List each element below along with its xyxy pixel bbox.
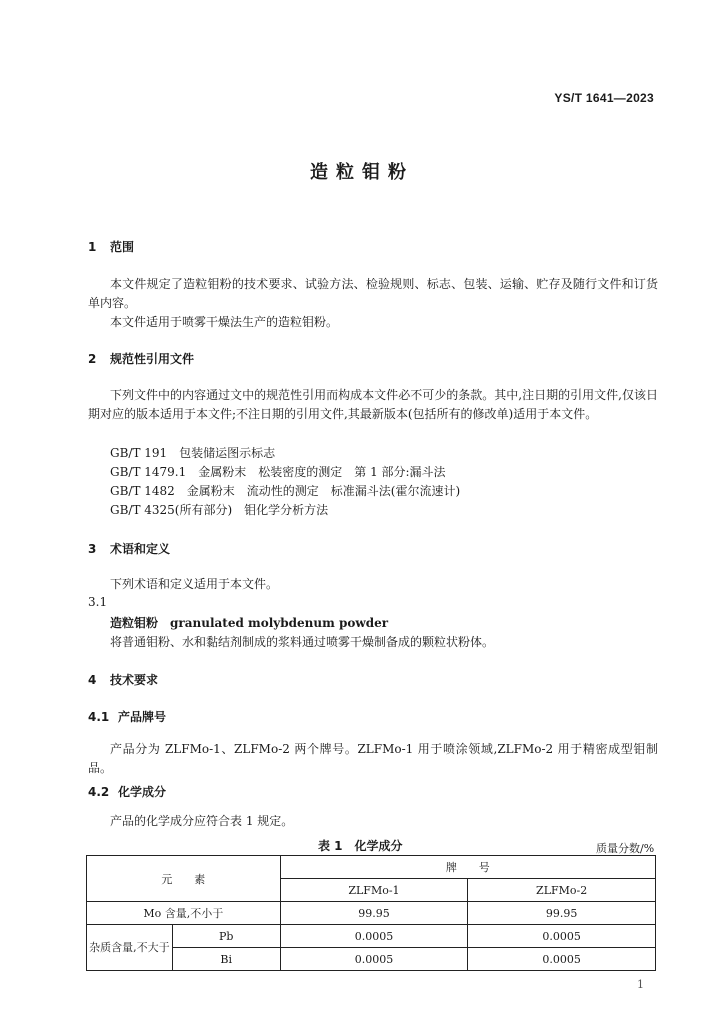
scope-paragraph: 本文件规定了造粒钼粉的技术要求、试验方法、检验规则、标志、包装、运输、贮存及随行文件和订货单内容。 [88,277,658,310]
table-cell: 99.95 [280,902,468,925]
subsection-title: 化学成分 [118,785,167,799]
table-cell: 0.0005 [280,925,468,948]
term-entry: 造粒钼粉 granulated molybdenum powder [110,616,389,630]
header-grade: 牌 号 [280,856,655,879]
term-definition: 将普通钼粉、水和黏结剂制成的浆料通过喷雾干燥制备成的颗粒状粉体。 [110,635,495,649]
table-cell: 0.0005 [468,948,656,971]
product-grades-paragraph: 产品分为 ZLFMo-1、ZLFMo-2 两个牌号。ZLFMo-1 用于喷涂领域,ZLFMo-2 用于精密成型钼制品。 [88,742,658,775]
table-cell: 0.0005 [280,948,468,971]
scope-applicability-paragraph: 本文件适用于喷雾干燥法生产的造粒钼粉。 [110,315,339,329]
section-title: 术语和定义 [110,542,171,556]
section-2-heading [88,350,194,367]
reference-item: GB/T 1482 金属粉末 流动性的测定 标准漏斗法(霍尔流速计) [110,484,461,498]
element-cell: Pb [172,925,280,948]
table-row [87,902,656,925]
page-number: 1 [637,978,644,991]
section-1-heading [88,238,134,255]
impurity-label: 杂质含量,不大于 [87,925,173,971]
element-cell: Bi [172,948,280,971]
subsection-title: 产品牌号 [118,710,167,724]
grade-cell: ZLFMo-1 [280,879,468,902]
chemical-composition-paragraph: 产品的化学成分应符合表 1 规定。 [110,814,294,828]
subsection-number: 4.2 [88,785,110,799]
table-caption: 表 1 化学成分 [318,839,403,853]
section-title: 范围 [110,240,135,254]
mo-content-label: Mo 含量,不小于 [87,902,281,925]
table-row [87,948,656,971]
section-4-heading [88,671,158,688]
normative-references-paragraph: 下列文件中的内容通过文中的规范性引用而构成本文件必不可少的条款。其中,注日期的引用文件,仅该日期对应的版本适用于本文件;不注日期的引用文件,其最新版本(包括所有的修改单)适用于本文件。 [88,388,658,421]
header-element: 元 素 [87,856,281,902]
table-unit: 质量分数/% [596,842,655,855]
reference-item: GB/T 4325(所有部分) 钼化学分析方法 [110,503,329,517]
section-number: 3 [88,542,97,556]
table-cell: 0.0005 [468,925,656,948]
reference-item: GB/T 1479.1 金属粉末 松装密度的测定 第 1 部分:漏斗法 [110,465,446,479]
section-number: 1 [88,240,97,254]
subsection-number: 4.1 [88,710,110,724]
section-3-heading [88,540,170,557]
table-cell: 99.95 [468,902,656,925]
section-title: 技术要求 [110,673,159,687]
term-number: 3.1 [88,595,108,609]
table-header-row [87,856,656,879]
terms-intro-paragraph: 下列术语和定义适用于本文件。 [110,577,279,591]
section-number: 2 [88,352,97,366]
table-row [87,925,656,948]
document-title: 造粒钼粉 [310,162,414,183]
chemical-composition-table [86,855,656,971]
reference-item: GB/T 191 包装储运图示标志 [110,446,276,460]
subsection-4-2-heading [88,783,166,800]
section-number: 4 [88,673,97,687]
grade-cell: ZLFMo-2 [468,879,656,902]
section-title: 规范性引用文件 [110,352,195,366]
subsection-4-1-heading [88,708,166,725]
standard-number: YS/T 1641—2023 [554,91,654,105]
